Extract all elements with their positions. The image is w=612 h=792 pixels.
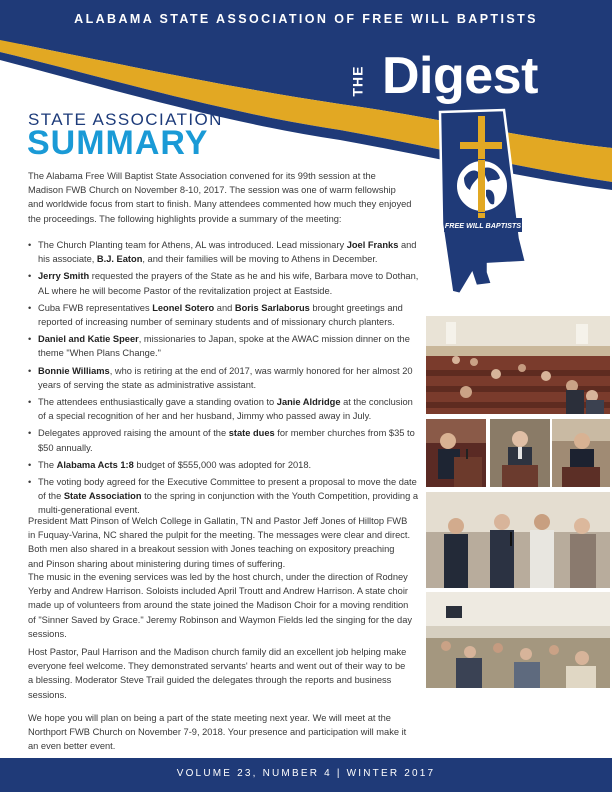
list-item: • Jerry Smith requested the prayers of the State as he and his wife, Barbara move to Dothan, AL where he will become Pastor of the revitalization project at Eastside. bbox=[28, 269, 420, 297]
singers-photo bbox=[426, 492, 610, 588]
paragraph-speakers: President Matt Pinson of Welch College in Gallatin, TN and Pastor Jeff Jones of Hilltop FWB in Fuquay-Varina, NC shared the pulpit for the meeting. The messages were clear and direct. Both men also shared in a breakout session with Jones teaching on expository preaching and Pinson sharing about ministering during times of suffering. bbox=[28, 516, 411, 569]
paragraph-host: Host Pastor, Paul Harrison and the Madison church family did an excellent job helping make everyone feel welcome. They demonstrated servants' hearts and went out of their way to be a blessing. Moderator Steve Trail guided the delegates through the reports and business sessions. bbox=[28, 647, 407, 700]
alabama-cross-globe-logo bbox=[430, 108, 542, 298]
sanctuary-congregation-photo bbox=[426, 316, 610, 414]
masthead-the: THE bbox=[349, 65, 366, 97]
list-item: • Daniel and Katie Speer, missionaries to Japan, spoke at the AWAC mission dinner on the theme "When Plans Change." bbox=[28, 332, 420, 360]
highlights-list bbox=[28, 238, 420, 521]
free-will-baptists-badge: FREE WILL BAPTISTS bbox=[444, 221, 522, 230]
list-item: • The voting body agreed for the Executive Committee to present a proposal to move the date of the State Association to the spring in conjunction with the Youth Competition, providing a multi-generational event. bbox=[28, 475, 420, 518]
footer-bar bbox=[0, 758, 612, 792]
list-item: • The Church Planting team for Athens, AL was introduced. Lead missionary Joel Franks and his associate, B.J. Eaton, and their families will be moving to Athens in December. bbox=[28, 238, 420, 266]
list-item: • The Alabama Acts 1:8 budget of $555,000 was adopted for 2018. bbox=[28, 458, 420, 472]
masthead-title: Digest bbox=[382, 47, 538, 105]
fellowship-hall-photo bbox=[426, 592, 610, 688]
paragraph-next-year: We hope you will plan on being a part of the state meeting next year. We will meet at the Northport FWB Church on November 7-9, 2018. Your presence and participation will make it an even better event. bbox=[28, 713, 407, 752]
paragraph-music: The music in the evening services was led by the host church, under the direction of Rodney Yerby and Andrew Harrison. Soloists included April Troutt and Andrew Harrison. A state choir made up of volunteers from around the state joined the Madison Choir for a moving rendition of "Sinner Saved by Grace." Jeremy Robinson and Waymon Fields led the singing for the day sessions. bbox=[28, 572, 413, 639]
list-item: • Delegates approved raising the amount of the state dues for member churches from $35 to $50 annually. bbox=[28, 426, 420, 454]
list-item: • Cuba FWB representatives Leonel Sotero and Boris Sarlaborus brought greetings and reported of increasing number of seminary students and of missionary church planters. bbox=[28, 301, 420, 329]
article-kicker: STATE ASSOCIATION bbox=[28, 110, 223, 129]
speaker-photo-1 bbox=[426, 419, 486, 487]
speaker-photo-3 bbox=[552, 419, 610, 487]
issue-info: VOLUME 23, NUMBER 4 | WINTER 2017 bbox=[176, 768, 436, 779]
list-item: • Bonnie Williams, who is retiring at the end of 2017, was warmly honored for her almost 20 years of serving the state as administrative assistant. bbox=[28, 364, 420, 392]
association-name: ALABAMA STATE ASSOCIATION OF FREE WILL BAPTISTS bbox=[74, 12, 538, 26]
list-item: • The attendees enthusiastically gave a standing ovation to Janie Aldridge at the conclusion of a special recognition of her and her husband, Jimmy who passed away in July. bbox=[28, 395, 420, 423]
article-title: SUMMARY bbox=[27, 124, 209, 162]
intro-paragraph: The Alabama Free Will Baptist State Association convened for its 99th session at the Madison FWB Church on November 8-10, 2017. The session was one of warm fellowship and worldwide focus from start to finish. Many attendees commented how much they enjoyed the proceedings. The following highlights provide a summary of the meeting: bbox=[28, 171, 412, 224]
speaker-photo-2 bbox=[490, 419, 550, 487]
